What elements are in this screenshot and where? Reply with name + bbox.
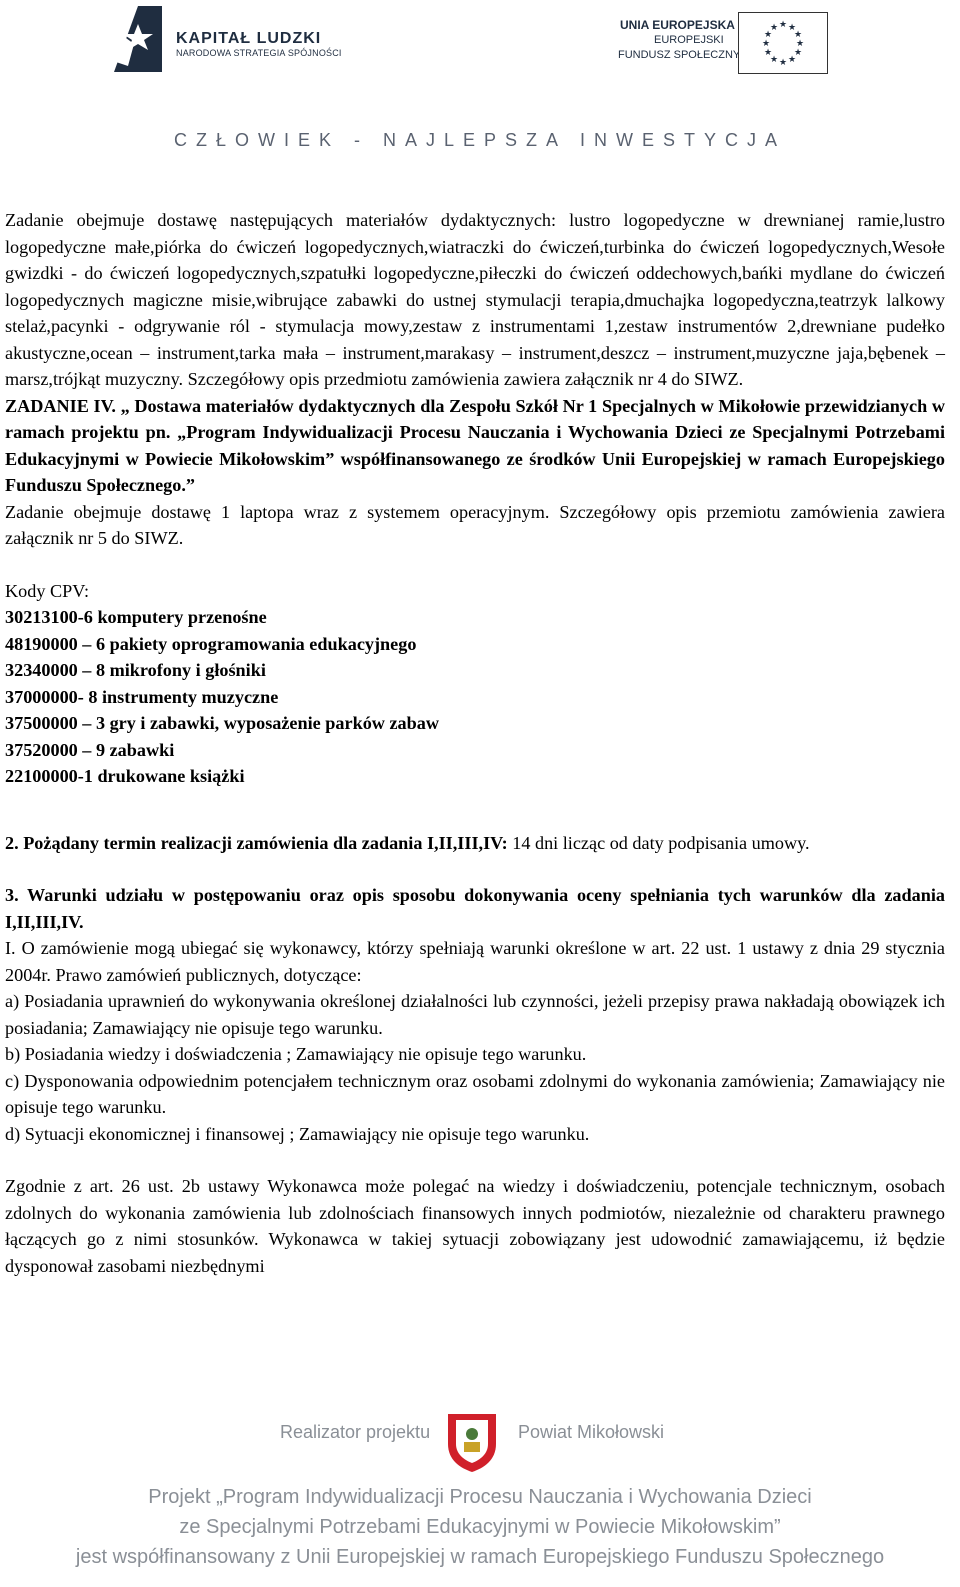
svg-text:★: ★: [763, 48, 773, 58]
svg-text:★: ★: [787, 23, 797, 33]
kapital-ludzki-title: KAPITAŁ LUDZKI: [176, 30, 322, 47]
spacer: [5, 552, 945, 578]
footer-project-line-1: Projekt „Program Indywidualizacji Procesu Nauczania i Wychowania Dzieci: [148, 1486, 812, 1508]
svg-text:★: ★: [793, 30, 803, 40]
svg-text:★: ★: [793, 48, 803, 58]
condition-c: c) Dysponowania odpowiednim potencjałem technicznym oraz osobami zdolnymi do wykonania zamówienia; Zamawiający nie opisuje tego warunku.: [5, 1070, 945, 1117]
footer-realizator: Realizator projektu: [280, 1422, 431, 1442]
condition-a: a) Posiadania uprawnień do wykonywania określonej działalności lub czynności, jeżeli przepisy prawa nakładają obowiązek ich posiadania; Zamawiający nie opisuje tego warunku.: [5, 991, 945, 1038]
cpv-item: 30213100-6 komputery przenośne: [5, 607, 267, 627]
spacer: [5, 790, 945, 830]
paragraph-task-iv: ZADANIE IV. „ Dostawa materiałów dydaktycznych dla Zespołu Szkół Nr 1 Specjalnych w Mikołowie przewidzianych w ramach projektu pn. „Program Indywidualizacji Procesu Nauczania i Wychowania Dzieci ze Specjalnymi Potrzebami Edukacyjnymi w Powiecie Mikołowskim” współfinansowanego ze środków Unii Europejskiej w ramach Europejskiego Funduszu Społecznego.”: [5, 395, 945, 495]
cpv-item: 37000000- 8 instrumenty muzyczne: [5, 686, 279, 707]
paragraph-materials: Zadanie obejmuje dostawę następujących materiałów dydaktycznych: lustro logopedyczne w drewnianej ramie,lustro logopedyczne małe,piórka do ćwiczeń logopedycznych,wiatraczki do ćwiczeń,turbinka do ćwiczeń logopedycznych,Wesołe gwizdki - do ćwiczeń logopedycznych,szpatułki logopedyczne,piłeczki do ćwiczeń oddechowych,bańki mydlane do ćwiczeń logopedycznych magiczne misie,wibrujące zabawki do ustnej stymulacji terapia,dmuchajka logopedyczna,teatrzyk lalkowy stelaż,pacynki - odgrywanie ról - stymulacja mowy,zestaw z instrumentami 1,zestaw instrumentów 2,drewniane pudełko akustyczne,ocean – instrument,tarka mała – instrument,marakasy – instrument,deszcz – instrument,muzyczne jaja,bębenek – marsz,trójkąt muzyczny. Szczegółowy opis przedmiotu zamówienia zawiera załącznik nr 4 do SIWZ.: [5, 210, 945, 389]
motto-banner: CZŁOWIEK - NAJLEPSZA INWESTYCJA: [173, 130, 787, 150]
svg-text:★: ★: [778, 58, 788, 68]
cpv-item: 22100000-1 drukowane książki: [5, 766, 245, 786]
cpv-item: 37520000 – 9 zabawki: [5, 739, 175, 760]
footer-project-line-3: jest współfinansowany z Unii Europejskiej w ramach Europejskiego Funduszu Społecznego: [75, 1546, 885, 1568]
svg-text:★: ★: [761, 39, 771, 49]
kapital-ludzki-subtitle: NARODOWA STRATEGIA SPÓJNOŚCI: [176, 48, 342, 58]
section-2-heading: 2. Pożądany termin realizacji zamówienia dla zadania I,II,III,IV:: [5, 832, 508, 853]
paragraph-laptop: Zadanie obejmuje dostawę 1 laptopa wraz z systemem operacyjnym. Szczegółowy opis przemiotu zamówienia zawiera załącznik nr 5 do SIWZ.: [5, 501, 945, 548]
section-2: [5, 830, 945, 857]
svg-text:★: ★: [787, 55, 797, 65]
condition-d: d) Sytuacji ekonomicznej i finansowej ; Zamawiający nie opisuje tego warunku.: [5, 1123, 590, 1144]
eu-subtitle-2: FUNDUSZ SPOŁECZNY: [618, 49, 741, 61]
condition-b: b) Posiadania wiedzy i doświadczenia ; Zamawiający nie opisuje tego warunku.: [5, 1044, 587, 1064]
svg-text:★: ★: [795, 39, 805, 49]
footer-powiat: Powiat Mikołowski: [518, 1422, 665, 1442]
page-footer: [0, 1410, 960, 1587]
eu-title: UNIA EUROPEJSKA: [620, 18, 735, 32]
coat-of-arms-icon: [444, 1410, 500, 1474]
document-body: [5, 207, 945, 1279]
spacer: [5, 856, 945, 882]
cpv-item: 48190000 – 6 pakiety oprogramowania edukacyjnego: [5, 633, 417, 654]
svg-text:★: ★: [769, 55, 779, 65]
cpv-item: 32340000 – 8 mikrofony i głośniki: [5, 660, 266, 680]
eu-flag-icon: [738, 12, 828, 74]
spacer: [5, 1147, 945, 1173]
svg-text:★: ★: [769, 23, 779, 33]
footer-project-line-2: ze Specjalnymi Potrzebami Edukacyjnymi w Powiecie Mikołowskim”: [179, 1516, 781, 1538]
svg-text:★: ★: [763, 30, 773, 40]
section-3-heading: 3. Warunki udziału w postępowaniu oraz opis sposobu dokonywania oceny spełniania tych warunków dla zadania I,II,III,IV.: [5, 885, 945, 932]
section-3-intro: I. O zamówienie mogą ubiegać się wykonawcy, którzy spełniają warunki określone w art. 22 ust. 1 ustawy z dnia 29 stycznia 2004r. Prawo zamówień publicznych, dotyczące:: [5, 938, 945, 985]
section-2-text: 14 dni licząc od daty podpisania umowy.: [507, 832, 810, 853]
eu-subtitle-1: EUROPEJSKI: [654, 34, 724, 46]
svg-text:★: ★: [778, 20, 788, 30]
cpv-label: Kody CPV:: [5, 580, 90, 601]
page-header: [0, 0, 960, 170]
paragraph-art-26: Zgodnie z art. 26 ust. 2b ustawy Wykonawca może polegać na wiedzy i doświadczeniu, potencjale technicznym, osobach zdolnych do wykonania zamówienia lub zdolnościach finansowych innych podmiotów, niezależnie od charakteru prawnego łączących go z nimi stosunków. Wykonawca w takiej sytuacji zobowiązany jest udowodnić zamawiającemu, iż będzie dysponował zasobami niezbędnymi: [5, 1176, 945, 1276]
cpv-item: 37500000 – 3 gry i zabawki, wyposażenie parków zabaw: [5, 713, 439, 733]
